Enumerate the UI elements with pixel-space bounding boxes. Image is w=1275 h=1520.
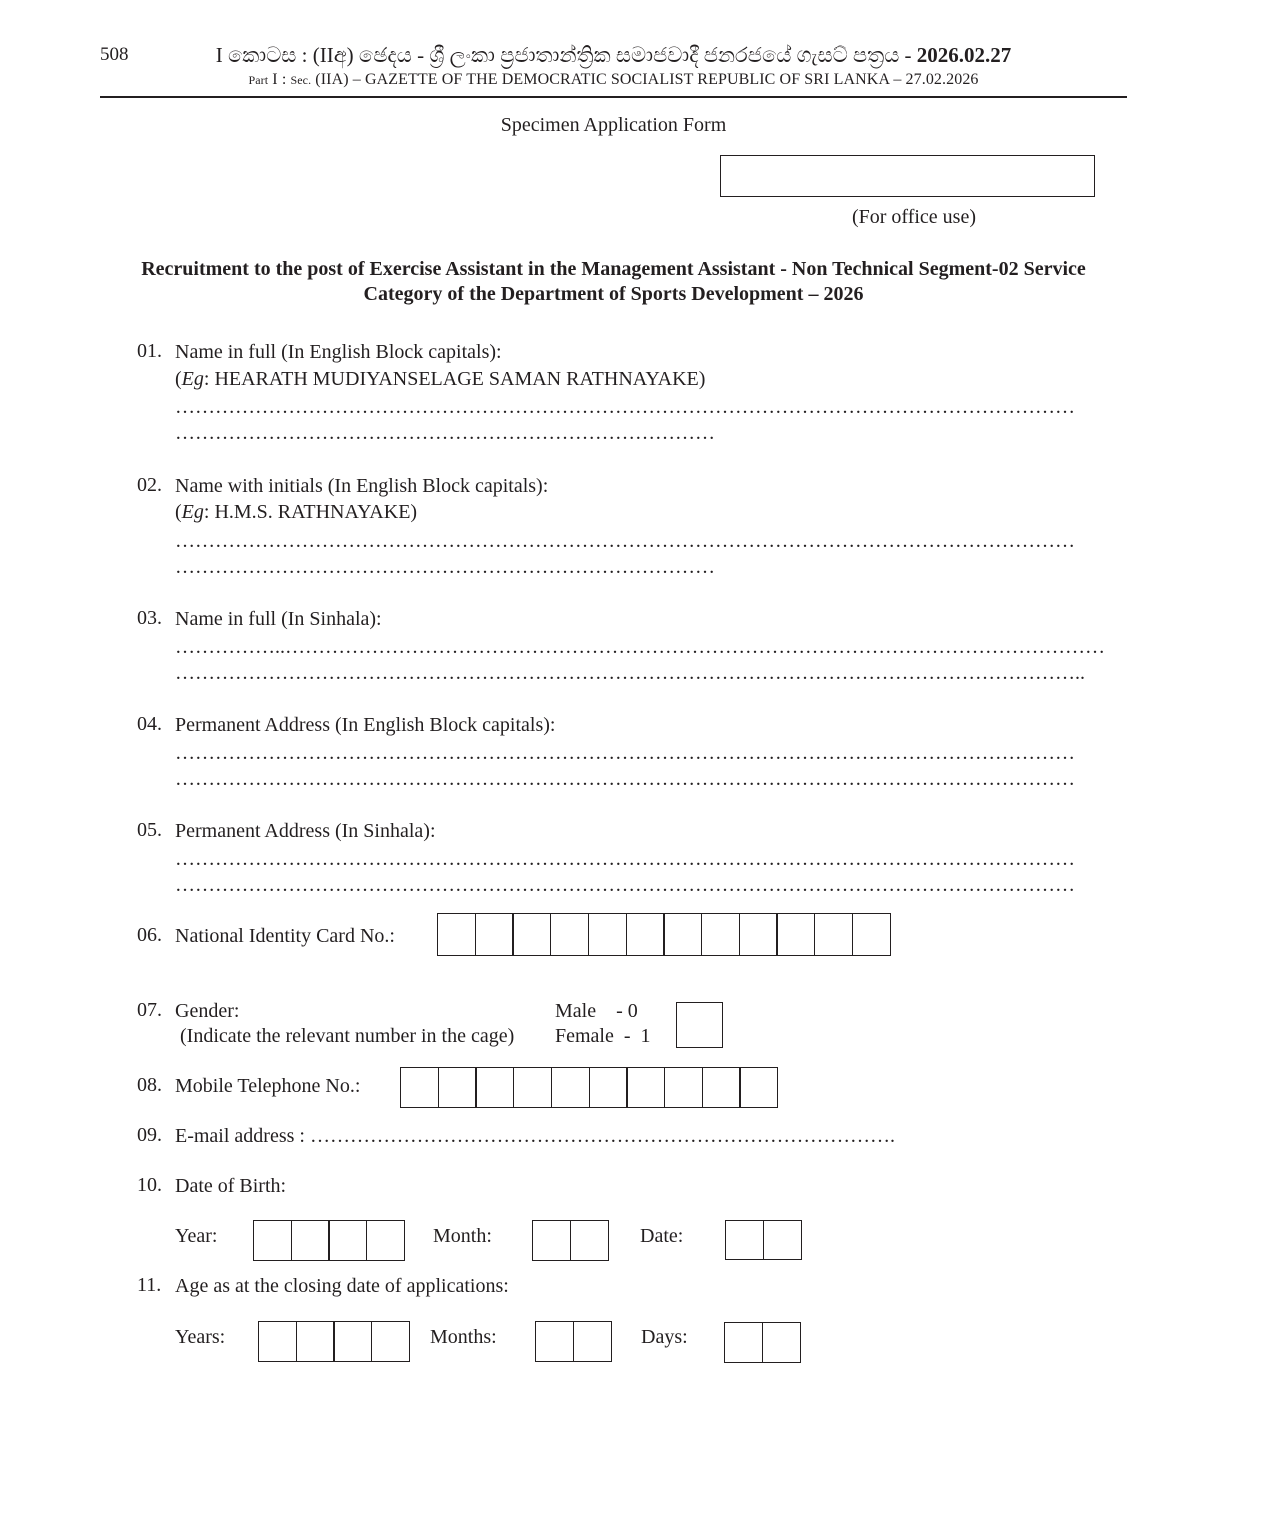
nic-box[interactable]	[550, 913, 589, 956]
nic-box[interactable]	[739, 913, 778, 956]
age-years-label: Years:	[175, 1326, 226, 1348]
nic-box[interactable]	[776, 913, 815, 956]
header-part-num: I :	[268, 71, 291, 88]
field-10-label: Date of Birth:	[175, 1175, 287, 1197]
mobile-box[interactable]	[475, 1067, 514, 1108]
field-02-dotted-line-2[interactable]: ………………………………………………………………………	[175, 556, 715, 578]
field-07-label: Gender:	[175, 1000, 240, 1022]
field-01-number: 01.	[137, 340, 162, 362]
mobile-boxes	[400, 1067, 778, 1108]
field-04-number: 04.	[137, 713, 162, 735]
header-sec-word: Sec.	[290, 73, 312, 87]
age-days-box[interactable]	[724, 1322, 763, 1363]
dob-month-label: Month:	[433, 1225, 492, 1247]
age-days-label: Days:	[641, 1326, 688, 1348]
page-number: 508	[100, 44, 129, 65]
nic-box[interactable]	[626, 913, 665, 956]
dob-month-box[interactable]	[570, 1220, 609, 1261]
nic-box[interactable]	[437, 913, 476, 956]
field-01-dotted-line-2[interactable]: ………………………………………………………………………	[175, 422, 715, 444]
field-01-label: Name in full (In English Block capitals):	[175, 341, 502, 363]
mobile-box[interactable]	[739, 1067, 778, 1108]
dob-month-box[interactable]	[532, 1220, 571, 1261]
age-months-box[interactable]	[573, 1321, 612, 1362]
mobile-box[interactable]	[438, 1067, 477, 1108]
nic-box[interactable]	[512, 913, 551, 956]
age-months-label: Months:	[430, 1326, 497, 1348]
mobile-box[interactable]	[400, 1067, 439, 1108]
gender-option-male: Male - 0	[555, 1000, 638, 1022]
nic-box[interactable]	[663, 913, 702, 956]
field-03-number: 03.	[137, 607, 162, 629]
field-09-email-line[interactable]: E-mail address : …………………………………………………………………………….	[175, 1125, 895, 1147]
mobile-box[interactable]	[626, 1067, 665, 1108]
field-05-dotted-line-1[interactable]: ………………………………………………………………………………………………………………………	[175, 848, 1075, 870]
field-01-example-eg: Eg	[181, 368, 204, 390]
field-03-dotted-line-1[interactable]: ……………..……………………………………………………………………………………………………………	[175, 636, 1105, 658]
gazette-header-sinhala	[0, 43, 1227, 68]
field-09-number: 09.	[137, 1124, 162, 1146]
field-02-label: Name with initials (In English Block capitals):	[175, 475, 549, 497]
nic-boxes	[437, 913, 891, 956]
gender-option-female: Female - 1	[555, 1025, 651, 1047]
dob-month-boxes	[532, 1220, 609, 1261]
field-03-label: Name in full (In Sinhala):	[175, 608, 382, 630]
mobile-box[interactable]	[589, 1067, 628, 1108]
dob-year-label: Year:	[175, 1225, 218, 1247]
mobile-box[interactable]	[664, 1067, 703, 1108]
field-04-dotted-line-1[interactable]: ………………………………………………………………………………………………………………………	[175, 742, 1075, 764]
dob-date-label: Date:	[640, 1225, 684, 1247]
header-divider	[100, 96, 1127, 98]
nic-box[interactable]	[852, 913, 891, 956]
age-months-boxes	[535, 1321, 612, 1362]
recruitment-title-line-1: Recruitment to the post of Exercise Assistant in the Management Assistant - Non Technical Segment-02 Service	[141, 258, 1086, 280]
nic-box[interactable]	[701, 913, 740, 956]
field-02-example-text: : H.M.S. RATHNAYAKE)	[203, 501, 418, 523]
dob-year-box[interactable]	[366, 1220, 405, 1261]
recruitment-title-line-2: Category of the Department of Sports Development – 2026	[363, 283, 864, 305]
field-07-instruction: (Indicate the relevant number in the cage)	[180, 1025, 515, 1047]
field-02-example-eg: Eg	[181, 501, 204, 523]
dob-year-boxes	[253, 1220, 405, 1261]
header-rest: (IIA) – GAZETTE OF THE DEMOCRATIC SOCIALIST REPUBLIC OF SRI LANKA – 27.02.2026	[311, 71, 979, 88]
field-01-dotted-line-1[interactable]: ………………………………………………………………………………………………………………………	[175, 396, 1075, 418]
field-06-label: National Identity Card No.:	[175, 925, 395, 947]
age-years-box[interactable]	[296, 1321, 335, 1362]
mobile-box[interactable]	[513, 1067, 552, 1108]
field-04-label: Permanent Address (In English Block capitals):	[175, 714, 556, 736]
mobile-box[interactable]	[702, 1067, 741, 1108]
nic-box[interactable]	[475, 913, 514, 956]
field-05-label: Permanent Address (In Sinhala):	[175, 820, 436, 842]
recruitment-title	[0, 257, 1227, 307]
age-years-box[interactable]	[371, 1321, 410, 1362]
dob-year-box[interactable]	[291, 1220, 330, 1261]
field-01-example	[175, 367, 705, 391]
field-02-example-prefix: (	[175, 501, 182, 523]
gazette-header-english	[0, 71, 1227, 89]
field-11-number: 11.	[137, 1274, 162, 1296]
field-07-number: 07.	[137, 999, 162, 1021]
field-01-example-prefix: (	[175, 368, 182, 390]
field-02-example	[175, 500, 417, 524]
dob-year-box[interactable]	[328, 1220, 367, 1261]
gazette-header-sinhala-text: I කොටස : (IIඅ) ඡෙදය - ශ්‍රී ලංකා ප්‍රජාතාන්ත්‍රික සමාජවාදී ජනරජයේ ගැසට් පත්‍රය -	[215, 43, 912, 67]
field-02-number: 02.	[137, 474, 162, 496]
age-years-box[interactable]	[258, 1321, 297, 1362]
field-04-dotted-line-2[interactable]: ………………………………………………………………………………………………………………………	[175, 768, 1075, 790]
dob-date-boxes	[725, 1220, 802, 1260]
age-years-boxes	[258, 1321, 410, 1362]
age-months-box[interactable]	[535, 1321, 574, 1362]
field-01-example-text: : HEARATH MUDIYANSELAGE SAMAN RATHNAYAKE)	[203, 368, 706, 390]
field-08-number: 08.	[137, 1074, 162, 1096]
age-years-box[interactable]	[333, 1321, 372, 1362]
header-part-word: Part	[248, 73, 269, 87]
field-08-label: Mobile Telephone No.:	[175, 1075, 361, 1097]
nic-box[interactable]	[588, 913, 627, 956]
age-days-box[interactable]	[762, 1322, 801, 1363]
field-03-dotted-line-2[interactable]: ………………………………………………………………………………………………………………………..	[175, 662, 1085, 684]
nic-box[interactable]	[814, 913, 853, 956]
field-05-dotted-line-2[interactable]: ………………………………………………………………………………………………………………………	[175, 874, 1075, 896]
field-10-number: 10.	[137, 1174, 162, 1196]
dob-year-box[interactable]	[253, 1220, 292, 1261]
mobile-box[interactable]	[551, 1067, 590, 1108]
age-days-boxes	[724, 1322, 801, 1363]
field-11-label: Age as at the closing date of applications:	[175, 1275, 509, 1297]
field-05-number: 05.	[137, 819, 162, 841]
form-title: Specimen Application Form	[500, 114, 727, 136]
dob-date-box[interactable]	[725, 1220, 764, 1260]
office-use-box[interactable]	[720, 155, 1095, 197]
gender-box[interactable]	[676, 1002, 723, 1048]
field-06-number: 06.	[137, 924, 162, 946]
office-use-label: (For office use)	[851, 206, 977, 228]
field-02-dotted-line-1[interactable]: ………………………………………………………………………………………………………………………	[175, 530, 1075, 552]
gazette-header-date: 2026.02.27	[916, 43, 1012, 67]
dob-date-box[interactable]	[763, 1220, 802, 1260]
